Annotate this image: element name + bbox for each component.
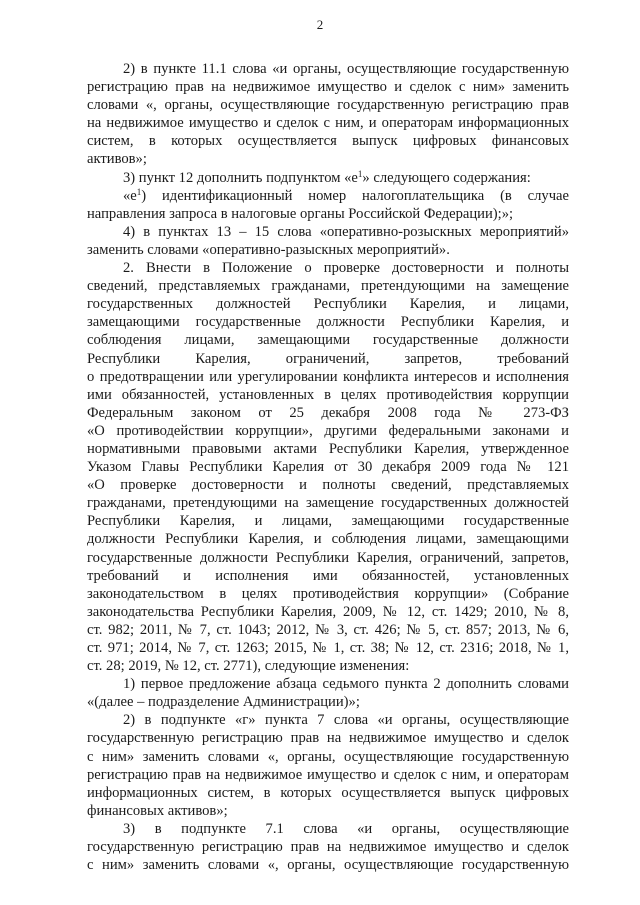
text-line: «$е^1$) идентификационный номер налогоплательщика (в случае	[123, 186, 569, 204]
text-line: систем, в которых осуществляется выпуск цифровых финансовых	[87, 133, 569, 150]
text-line: активов»;	[87, 151, 147, 168]
text-line: нормативными правовыми актами Республики Карелия, утвержденное	[87, 440, 569, 457]
text-line: на недвижимое имущество и сделок с ним, и операторам информационных	[87, 115, 569, 132]
text-line: с ним» заменить словами «, органы, осуществляющие государственную	[87, 857, 569, 874]
text-line: Республики Карелия, ограничений, запретов, требований	[87, 350, 569, 367]
text-line: сведений, представляемых гражданами, претендующими на замещение	[87, 278, 569, 295]
text-line: Указом Главы Республики Карелия от 30 декабря 2009 года № 121	[87, 459, 569, 476]
text-line: ими обязанностей, установленных в целях противодействия коррупции	[87, 386, 569, 403]
text-line: 4) в пунктах 13 – 15 слова «оперативно-розыскных мероприятий»	[123, 223, 569, 240]
text-line: ст. 28; 2019, № 12, ст. 2771), следующие изменения:	[87, 658, 410, 675]
text-line: регистрацию прав на недвижимое имущество и сделок с ним» заменить	[87, 79, 569, 96]
text-line: регистрацию прав на недвижимое имущество и сделок с ним, и операторам	[87, 766, 569, 783]
text-line: гражданами, претендующими на замещение государственных должностей	[87, 495, 569, 512]
text-line: государственную регистрацию прав на недвижимое имущество и сделок	[87, 730, 569, 747]
text-line: ст. 982; 2011, № 7, ст. 1043; 2012, № 3, ст. 426; № 5, ст. 857; 2013, № 6,	[87, 621, 569, 638]
text-line: о предотвращении или урегулировании конфликта интересов и исполнения	[87, 368, 569, 385]
text-line: соблюдения лицами, замещающими государственные должности	[87, 332, 569, 349]
text-line: 2. Внести в Положение о проверке достоверности и полноты	[123, 260, 569, 277]
page-number: 2	[316, 17, 324, 32]
text-line: финансовых активов»;	[87, 802, 228, 819]
text-line: 3) в подпункте 7.1 слова «и органы, осуществляющие	[123, 820, 569, 837]
text-line: с ним» заменить словами «, органы, осуществляющие государственную	[87, 748, 569, 765]
text-line: требований и исполнения ими обязанностей, установленных	[87, 567, 569, 584]
text-line: 2) в подпункте «г» пункта 7 слова «и органы, осуществляющие	[123, 712, 569, 729]
text-line: заменить словами «оперативно-разыскных мероприятий».	[87, 241, 450, 258]
text-line: 2) в пункте 11.1 слова «и органы, осуществляющие государственную	[123, 61, 569, 77]
text-line: должности Республики Карелия, и соблюдения лицами, замещающими	[87, 531, 569, 548]
text-line: направления запроса в налоговые органы Российской Федерации);»;	[87, 205, 514, 222]
text-line: государственные должности Республики Карелия, ограничений, запретов,	[87, 549, 569, 566]
text-line: государственных должностей Республики Карелия, и лицами,	[87, 296, 569, 313]
text-line: информационных систем, в которых осуществляется выпуск цифровых	[87, 784, 569, 801]
document-body	[87, 60, 569, 874]
text-line: государственную регистрацию прав на недвижимое имущество и сделок	[87, 839, 569, 856]
text-line: законодательства Республики Карелия, 2009, № 12, ст. 1429; 2010, № 8,	[87, 603, 569, 620]
text-line: ст. 971; 2014, № 7, ст. 1263; 2015, № 1, ст. 38; № 12, ст. 2316; 2018, № 1,	[87, 640, 569, 656]
text-line: замещающими государственные должности Республики Карелия, и	[87, 314, 569, 331]
text-line: Республики Карелия, и лицами, замещающими государственные	[87, 513, 569, 530]
text-line: «О проверке достоверности и полноты сведений, представляемых	[87, 477, 569, 494]
text-line: «О противодействии коррупции», другими федеральными законами и	[87, 422, 569, 439]
text-line: «(далее – подразделение Администрации)»;	[87, 694, 360, 711]
text-line: законодательством в целях противодействия коррупции» (Собрание	[87, 585, 569, 602]
text-line: 1) первое предложение абзаца седьмого пункта 2 дополнить словами	[123, 676, 569, 693]
text-line: 3) пункт 12 дополнить подпунктом «$е^1$» следующего содержания:	[123, 168, 531, 186]
text-line: словами «, органы, осуществляющие государственную регистрацию прав	[87, 97, 569, 114]
text-line: Федеральным законом от 25 декабря 2008 года № 273-ФЗ	[87, 404, 569, 421]
